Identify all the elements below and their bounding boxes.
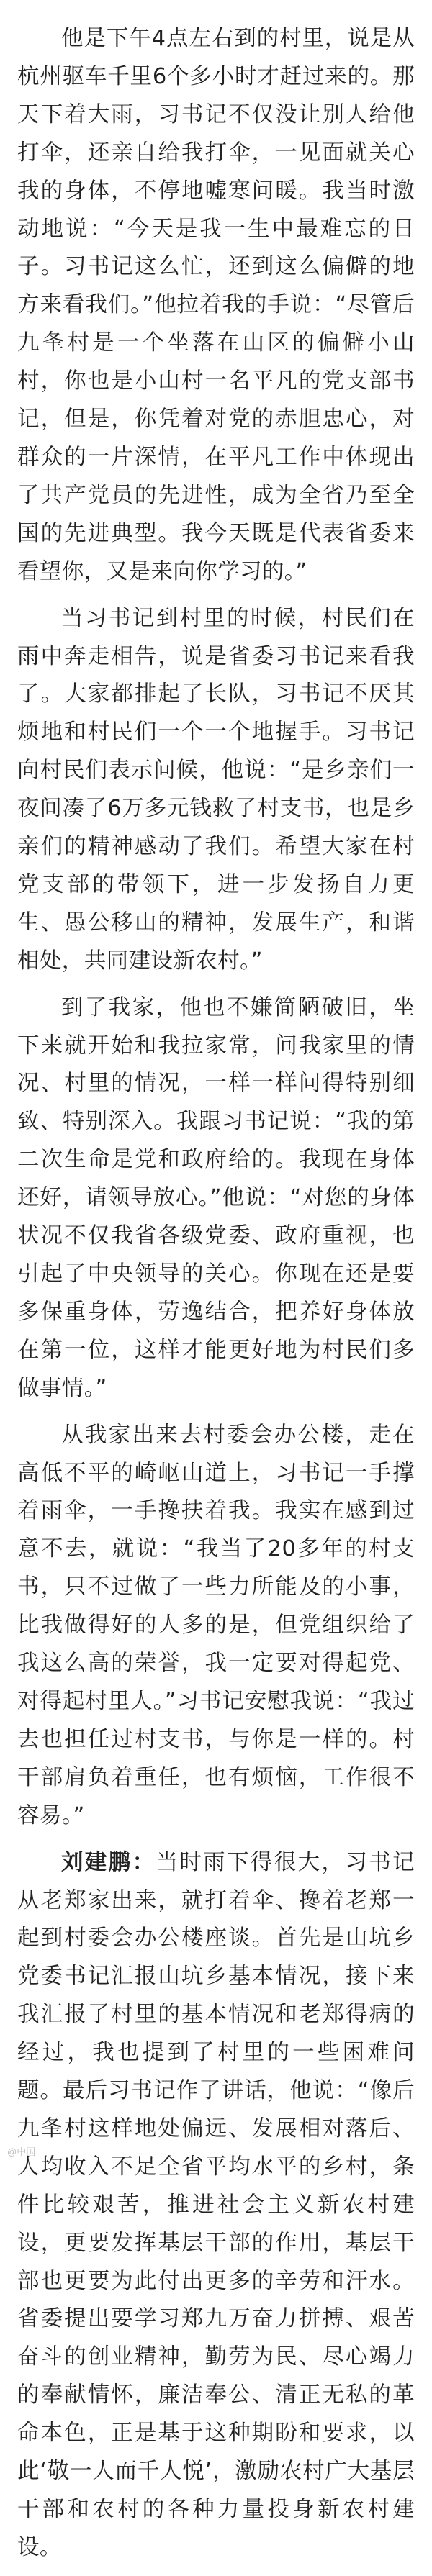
watermark: @中国: [7, 2146, 36, 2157]
paragraph-text: 当习书记到村里的时候，村民们在雨中奔走相告，说是省委习书记来看我了。大家都排起了长队，习书记不厌其烦地和村民们一个一个地握手。习书记向村民们表示问候，他说：“是乡亲们一夜间凑了6万多元钱救了村支书，也是乡亲们的精神感动了我们。希望大家在村党支部的带领下，进一步发扬自力更生、愚公移山的精神，发展生产，和谐相处，共同建设新农村。”: [17, 605, 415, 974]
paragraph-2: [17, 600, 415, 981]
paragraph-text: 他是下午4点左右到的村里，说是从杭州驱车千里6个多小时才赶过来的。那天下着大雨，习书记不仅没让别人给他打伞，还亲自给我打伞，一见面就关心我的身体，不停地嘘寒问暖。我当时激动地说：“今天是我一生中最难忘的日子。习书记这么忙，还到这么偏僻的地方来看我们。”他拉着我的手说：“尽管后九夆村是一个坐落在山区的偏僻小山村，你也是小山村一名平凡的党支部书记，但是，你凭着对党的赤胆忠心，对群众的一片深情，在平凡工作中体现出了共产党员的先进性，成为全省乃至全国的先进典型。我今天既是代表省委来看望你，又是来向你学习的。”: [17, 26, 415, 584]
paragraph-speaker: 刘建鹏：: [61, 1849, 156, 1875]
paragraph-text: 当时雨下得很大，习书记从老郑家出来，就打着伞、搀着老郑一起到村委会办公楼座谈。首先是山坑乡党委书记汇报山坑乡基本情况，接下来我汇报了村里的基本情况和老郑得病的经过，我也提到了村里的一些困难问题。最后习书记作了讲话，他说：“像后九夆村这样地处偏远、发展相对落后、人均收入不足全省平均水平的乡村，条件比较艰苦，推进社会主义新农村建设，更要发挥基层干部的作用，基层干部也更要为此付出更多的辛劳和汗水。省委提出要学习郑九万奋力拼搏、艰苦奋斗的创业精神，勤劳为民、尽心竭力的奉献情怀，廉洁奉公、清正无私的革命本色，正是基于这种期盼和要求，以此‘敬一人而千人悦’，激励农村广大基层干部和农村的各种力量投身新农村建设。: [17, 1849, 415, 2560]
paragraph-text: 从我家出来去村委会办公楼，走在高低不平的崎岖山道上，习书记一手撑着雨伞，一手搀扶着我。我实在感到过意不去，就说：“我当了20多年的村支书，只不过做了一些力所能及的小事，比我做得好的人多的是，但党组织给了我这么高的荣誉，我一定要对得起党、对得起村里人。”习书记安慰我说：“我过去也担任过村支书，与你是一样的。村干部肩负着重任，也有烦恼，工作很不容易。”: [17, 1422, 415, 1828]
paragraph-5: [17, 1844, 415, 2567]
paragraph-4: [17, 1417, 415, 1836]
paragraph-text: 到了我家，他也不嫌简陋破旧，坐下来就开始和我拉家常，问我家里的情况、村里的情况，一样一样问得特别细致、特别深入。我跟习书记说：“我的第二次生命是党和政府给的。我现在身体还好，请领导放心。”他说：“对您的身体状况不仅我省各级党委、政府重视，也引起了中央领导的关心。你现在还是要多保重身体，劳逸结合，把养好身体放在第一位，这样才能更好地为村民们多做事情。”: [17, 994, 415, 1401]
article-body: [17, 20, 415, 2576]
paragraph-3: [17, 989, 415, 1408]
paragraph-1: [17, 20, 415, 591]
